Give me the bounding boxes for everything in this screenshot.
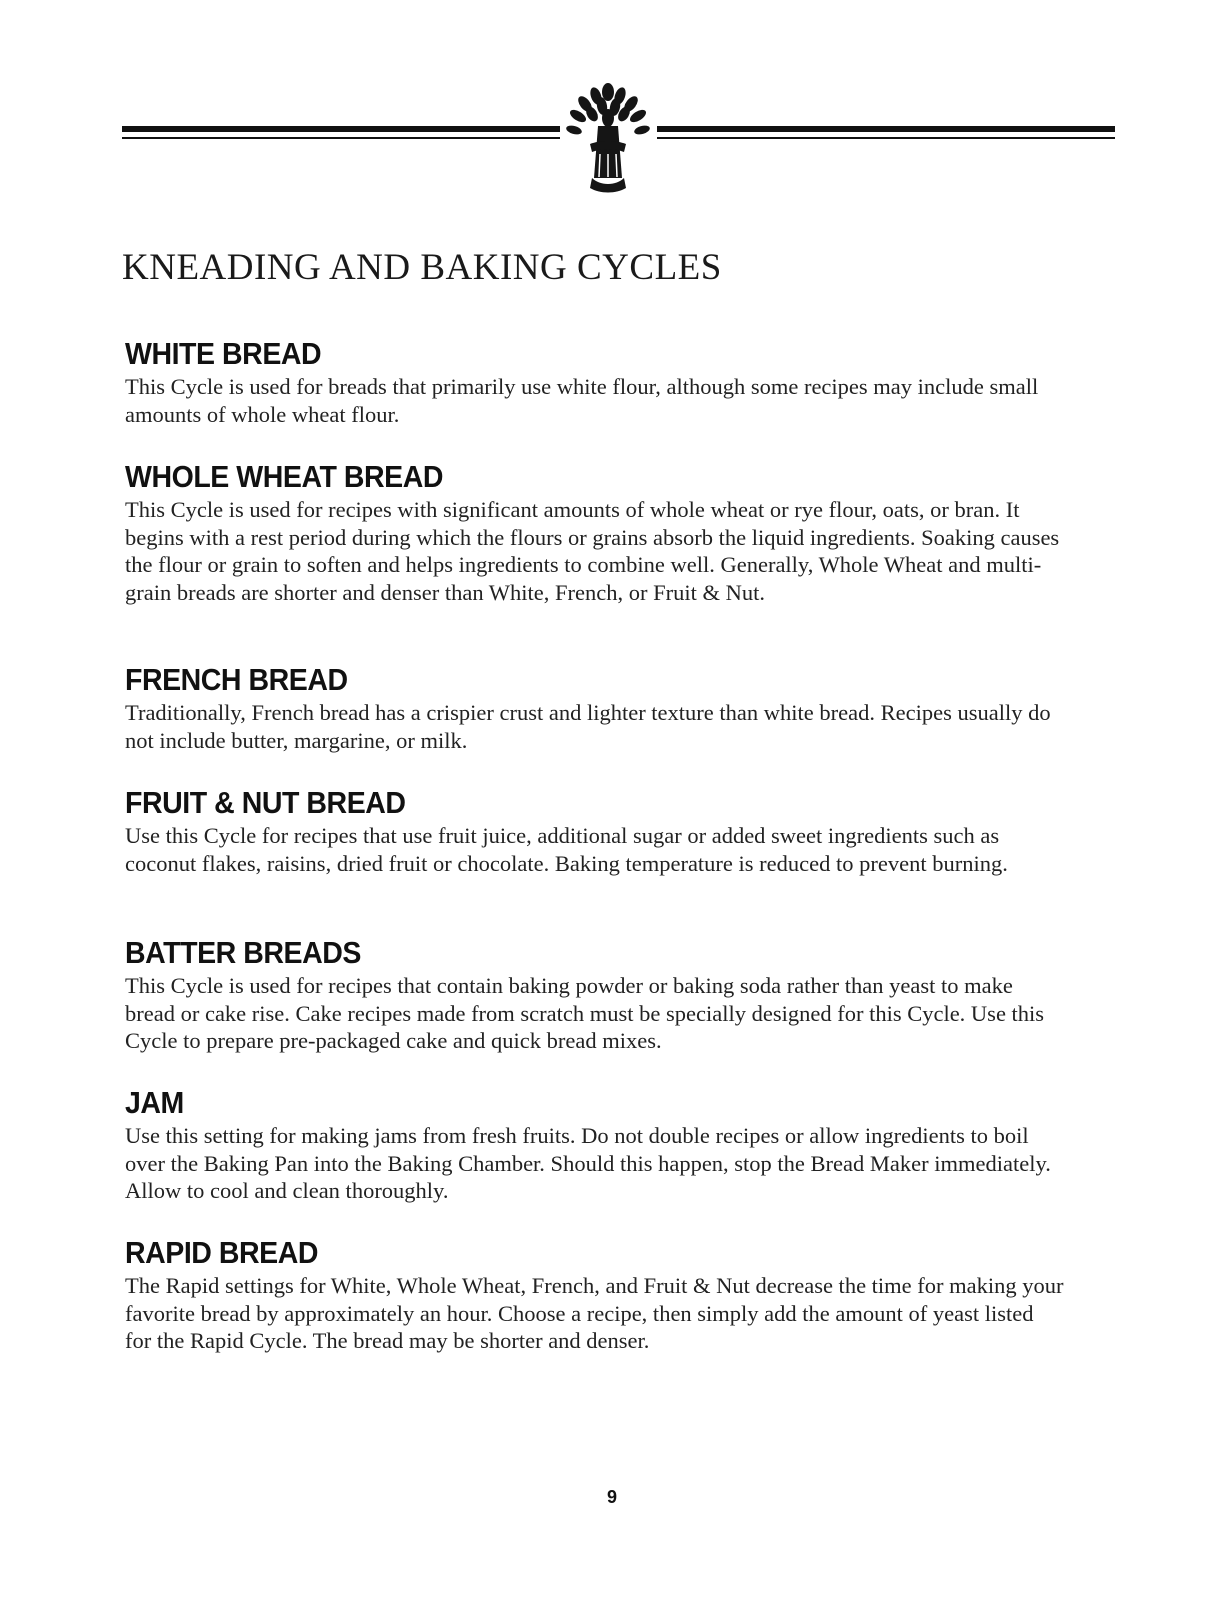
section-body: Use this Cycle for recipes that use fruit juice, additional sugar or added sweet ingredients such as coconut flakes, raisins, dried fruit or chocolate. Baking temperature is reduced to prevent burning. — [125, 823, 1008, 876]
wheat-sheaf-icon — [565, 83, 651, 193]
header-divider-graphic — [122, 82, 1115, 202]
rule-left-thin — [122, 137, 560, 139]
section-heading: WHITE BREAD — [125, 336, 322, 371]
rule-right-thick — [657, 126, 1115, 132]
section-heading: JAM — [125, 1085, 184, 1120]
section-heading: FRUIT & NUT BREAD — [125, 785, 406, 820]
section-french-bread — [125, 661, 1065, 784]
section-whole-wheat-bread — [125, 458, 1065, 661]
section-fruit-nut-bread — [125, 784, 1065, 934]
section-body: This Cycle is used for recipes that contain baking powder or baking soda rather than yeast to make bread or cake rise. Cake recipes made from scratch must be specially designed for this Cycle. Use this Cycle to prepare pre-packaged cake and quick bread mixes. — [125, 973, 1045, 1053]
section-heading: FRENCH BREAD — [125, 662, 348, 697]
section-body: Use this setting for making jams from fresh fruits. Do not double recipes or allow ingredients to boil over the Baking Pan into the Baking Chamber. Should this happen, stop the Bread Maker immediately. Allow to cool and clean thoroughly. — [125, 1123, 1051, 1203]
section-heading: RAPID BREAD — [125, 1235, 319, 1270]
section-body: Traditionally, French bread has a crispier crust and lighter texture than white bread. Recipes usually do not include butter, margarine, or milk. — [125, 700, 1051, 753]
page-number: 9 — [606, 1487, 617, 1507]
section-batter-breads — [125, 934, 1065, 1084]
rule-right-thin — [657, 137, 1115, 139]
section-body: This Cycle is used for breads that primarily use white flour, although some recipes may include small amounts of whole wheat flour. — [125, 374, 1039, 427]
section-jam — [125, 1084, 1065, 1234]
section-body: This Cycle is used for recipes with significant amounts of whole wheat or rye flour, oats, or bran. It begins with a rest period during which the flours or grains absorb the liquid ingredients. Soaking causes the flour or grain to soften and helps ingredients to combine well. Generally, Whole Wheat and multi-grain breads are shorter and denser than White, French, or Fruit & Nut. — [125, 497, 1060, 605]
section-heading: BATTER BREADS — [125, 935, 361, 970]
cycle-sections — [125, 335, 1065, 1354]
section-body: The Rapid settings for White, Whole Wheat, French, and Fruit & Nut decrease the time for making your favorite bread by approximately an hour. Choose a recipe, then simply add the amount of yeast listed for the Rapid Cycle. The bread may be shorter and denser. — [125, 1273, 1064, 1353]
section-white-bread — [125, 335, 1065, 458]
page-title: KNEADING AND BAKING CYCLES — [122, 247, 722, 288]
section-heading: WHOLE WHEAT BREAD — [125, 459, 444, 494]
section-rapid-bread — [125, 1234, 1065, 1354]
header-divider — [122, 82, 1115, 202]
rule-left-thick — [122, 126, 560, 132]
